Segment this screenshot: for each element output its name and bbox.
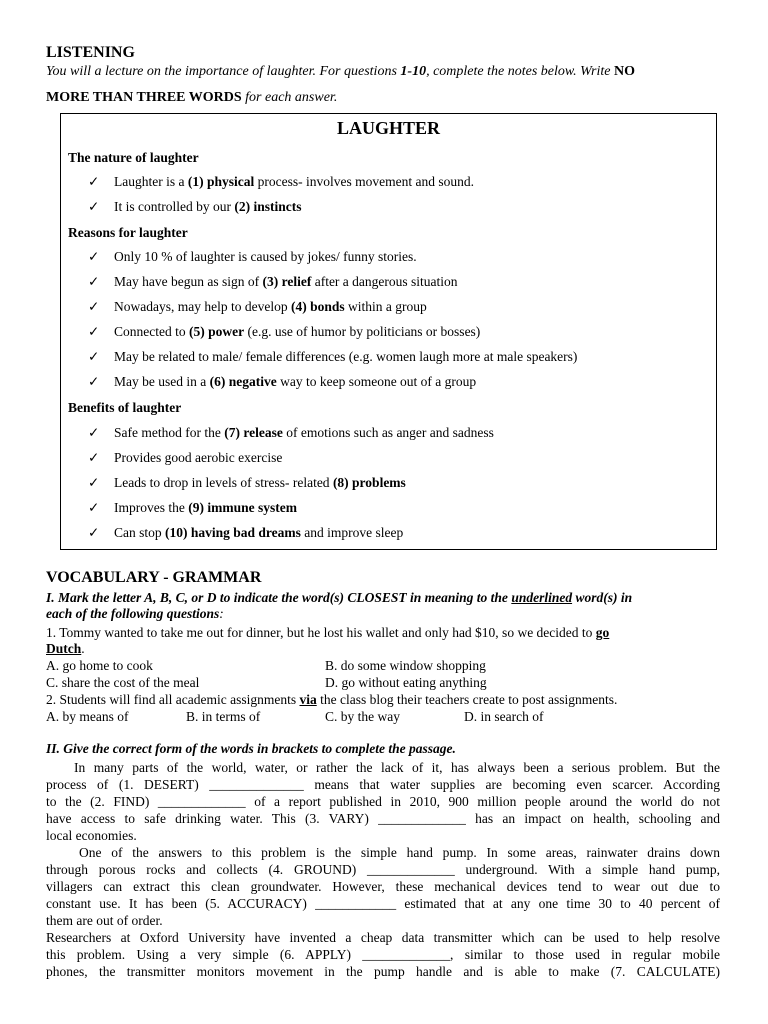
- check-icon: ✓: [88, 425, 100, 440]
- note-item: ✓ Improves the (9) immune system: [88, 500, 297, 515]
- check-icon: ✓: [88, 274, 100, 289]
- note-item: ✓ Can stop (10) having bad dreams and improve sleep: [88, 525, 404, 540]
- listening-heading: LISTENING: [46, 44, 135, 61]
- note-item: ✓ Connected to (5) power (e.g. use of humor by politicians or bosses): [88, 324, 481, 339]
- check-icon: ✓: [88, 299, 100, 314]
- section-heading: Benefits of laughter: [68, 400, 182, 415]
- note-item: ✓ Safe method for the (7) release of emotions such as anger and sadness: [88, 425, 494, 440]
- note-item: ✓ Laughter is a (1) physical process- involves movement and sound.: [88, 174, 474, 189]
- note-item: ✓ It is controlled by our (2) instincts: [88, 199, 302, 214]
- passage-line: this problem. Using a very simple (6. APPLY) _____________, similar to those used in regular mobile: [46, 947, 720, 962]
- option-d: D. go without eating anything: [325, 675, 487, 690]
- option-a: A. go home to cook: [46, 658, 153, 673]
- note-item: ✓ Provides good aerobic exercise: [88, 450, 283, 465]
- section-heading: The nature of laughter: [68, 150, 199, 165]
- note-item: ✓ May be used in a (6) negative way to keep someone out of a group: [88, 374, 477, 389]
- note-item: ✓ Leads to drop in levels of stress- related (8) problems: [88, 475, 406, 490]
- check-icon: ✓: [88, 324, 100, 339]
- listening-instructions: You will a lecture on the importance of laughter. For questions 1-10, complete the notes below. Write NO MORE THAN THREE WORDS for each answer.: [46, 64, 635, 105]
- part1-instructions: I. Mark the letter A, B, C, or D to indicate the word(s) CLOSEST in meaning to the underlined word(s) in each of the following questions:: [46, 590, 633, 621]
- passage-line: local economies.: [46, 828, 137, 843]
- part2-instructions: II. Give the correct form of the words in brackets to complete the passage.: [46, 741, 456, 756]
- note-item: ✓ Only 10 % of laughter is caused by jokes/ funny stories.: [88, 249, 417, 264]
- check-icon: ✓: [88, 174, 100, 189]
- passage: [46, 759, 720, 980]
- passage-line: them are out of order.: [46, 913, 163, 928]
- vocab-heading: VOCABULARY - GRAMMAR: [46, 569, 262, 586]
- option-b: B. in terms of: [186, 709, 261, 724]
- laughter-notes-box: [60, 113, 717, 550]
- option-d: D. in search of: [464, 709, 544, 724]
- option-c: C. share the cost of the meal: [46, 675, 200, 690]
- note-item: ✓ Nowadays, may help to develop (4) bonds within a group: [88, 299, 427, 314]
- check-icon: ✓: [88, 525, 100, 540]
- passage-line: to the (2. FIND) _____________ of a report published in 2010, 900 million people around the world do not: [46, 794, 720, 809]
- section-heading: Reasons for laughter: [68, 225, 188, 240]
- passage-line: villagers can extract this clean groundwater. However, these mechanical devices tend to wear out due to: [46, 879, 720, 894]
- note-item: ✓ May have begun as sign of (3) relief after a dangerous situation: [88, 274, 458, 289]
- option-c: C. by the way: [325, 709, 400, 724]
- check-icon: ✓: [88, 450, 100, 465]
- passage-line: process of (1. DESERT) ______________ means that water supplies are becoming even scarcer. According: [46, 777, 720, 792]
- check-icon: ✓: [88, 199, 100, 214]
- note-item: ✓ May be related to male/ female differences (e.g. women laugh more at male speakers): [88, 349, 578, 364]
- option-b: B. do some window shopping: [325, 658, 486, 673]
- question-1: 1. Tommy wanted to take me out for dinner, but he lost his wallet and only had $10, so we decided to go: [46, 625, 610, 640]
- passage-line: through porous rocks and collects (4. GROUND) _____________ underground. With a simple hand pump,: [46, 862, 720, 877]
- check-icon: ✓: [88, 475, 100, 490]
- passage-line: Researchers at Oxford University have invented a cheap data transmitter which can be used to help resolve: [46, 930, 720, 945]
- check-icon: ✓: [88, 500, 100, 515]
- passage-line: phones, the transmitter monitors movement in the pump handle and is able to make (7. CALCULATE): [46, 964, 720, 979]
- passage-line: In many parts of the world, water, or rather the lack of it, has always been a serious problem. But the: [74, 760, 720, 775]
- check-icon: ✓: [88, 374, 100, 389]
- passage-line: have access to safe drinking water. This (3. VARY) _____________ has an impact on health, schooling and: [46, 811, 720, 826]
- check-icon: ✓: [88, 249, 100, 264]
- question-1-cont: Dutch.: [46, 641, 85, 656]
- passage-line: constant use. It has been (5. ACCURACY) ____________ estimated that at any one time 30 to 40 percent of: [46, 896, 720, 911]
- option-a: A. by means of: [46, 709, 129, 724]
- check-icon: ✓: [88, 349, 100, 364]
- passage-line: One of the answers to this problem is the simple hand pump. In some areas, rainwater drains down: [79, 845, 720, 860]
- laughter-title: LAUGHTER: [336, 118, 441, 138]
- question-2: 2. Students will find all academic assignments via the class blog their teachers create to post assignments.: [46, 692, 618, 707]
